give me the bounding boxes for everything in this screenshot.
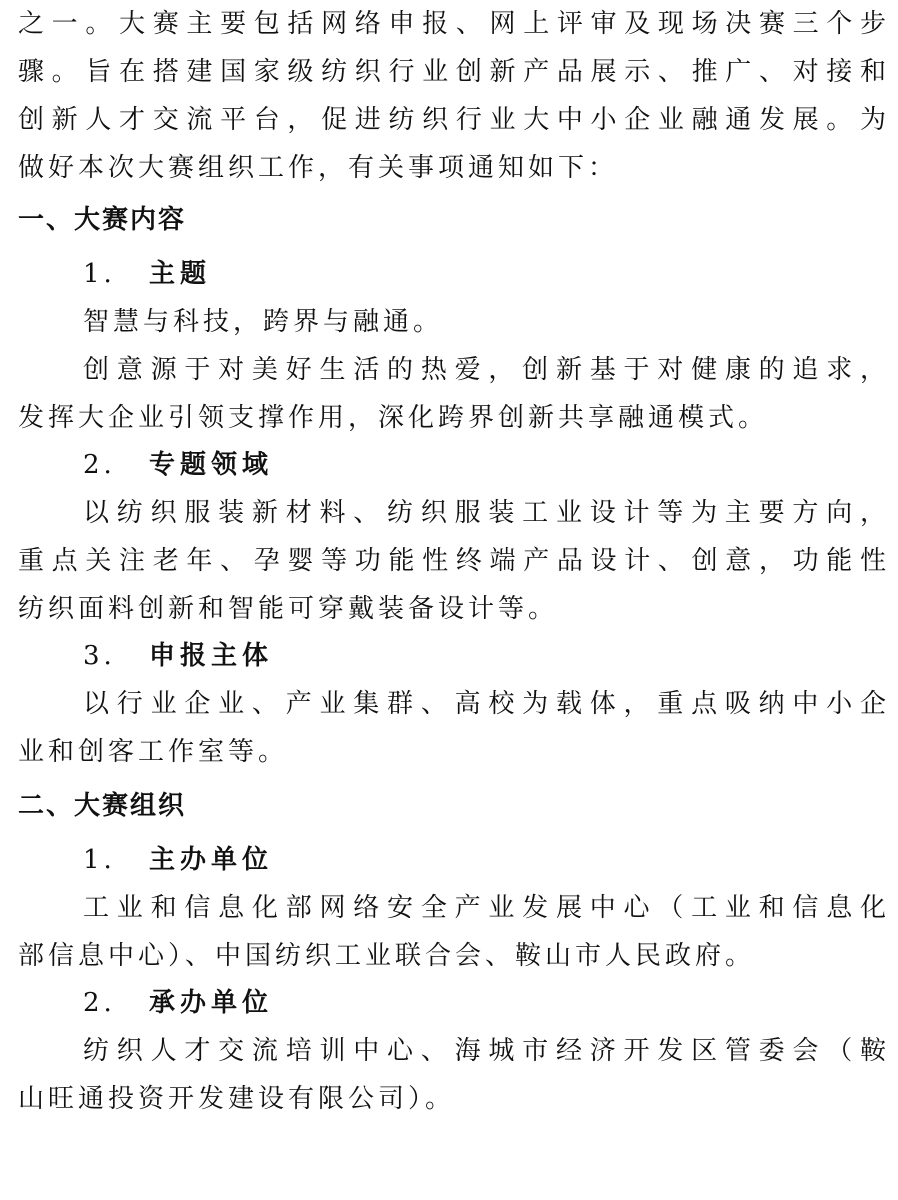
paragraph-line: 部信息中心）、中国纺织工业联合会、鞍山市人民政府。 [18, 941, 756, 971]
section-1-heading: 一、大赛内容 [18, 205, 187, 235]
item-title: 主题 [149, 259, 212, 289]
paragraph-line: 重点关注老年、孕婴等功能性终端产品设计、创意，功能性 [18, 546, 890, 576]
item-number: 2. [83, 450, 116, 480]
intro-line-2: 骤。旨在搭建国家级纺织行业创新产品展示、推广、对接和 [18, 57, 890, 87]
item-title: 申报主体 [149, 641, 274, 671]
paragraph-line: 智慧与科技，跨界与融通。 [83, 307, 444, 337]
item-title: 主办单位 [149, 845, 274, 875]
paragraph-line: 发挥大企业引领支撑作用，深化跨界创新共享融通模式。 [18, 403, 769, 433]
section-2-heading: 二、大赛组织 [18, 791, 187, 821]
item-number: 2. [83, 988, 116, 1018]
paragraph-line: 工业和信息化部网络安全产业发展中心（工业和信息化 [83, 893, 890, 923]
paragraph-line: 以行业企业、产业集群、高校为载体，重点吸纳中小企 [83, 689, 890, 719]
paragraph-line: 纺织人才交流培训中心、海城市经济开发区管委会（鞍 [83, 1036, 890, 1066]
paragraph-line: 以纺织服装新材料、纺织服装工业设计等为主要方向， [83, 498, 890, 528]
item-title: 承办单位 [149, 988, 274, 1018]
section-1-item-1-title [83, 250, 783, 298]
section-2-item-2-title [83, 979, 783, 1027]
paragraph-line: 创意源于对美好生活的热爱，创新基于对健康的追求， [83, 355, 890, 385]
item-title: 专题领域 [149, 450, 274, 480]
item-number: 3. [83, 641, 116, 671]
intro-line-3: 创新人才交流平台，促进纺织行业大中小企业融通发展。为 [18, 105, 890, 135]
section-1-item-2-title [83, 441, 783, 489]
section-1-item-3-title [83, 632, 783, 680]
intro-line-4: 做好本次大赛组织工作，有关事项通知如下： [18, 153, 619, 183]
item-number: 1. [83, 845, 116, 875]
intro-line-1: 之一。大赛主要包括网络申报、网上评审及现场决赛三个步 [18, 9, 890, 39]
paragraph-line: 纺织面料创新和智能可穿戴装备设计等。 [18, 594, 559, 624]
item-number: 1. [83, 259, 116, 289]
section-2-item-1-title [83, 836, 783, 884]
paragraph-line: 业和创客工作室等。 [18, 737, 289, 767]
paragraph-line: 山旺通投资开发建设有限公司）。 [18, 1084, 456, 1114]
